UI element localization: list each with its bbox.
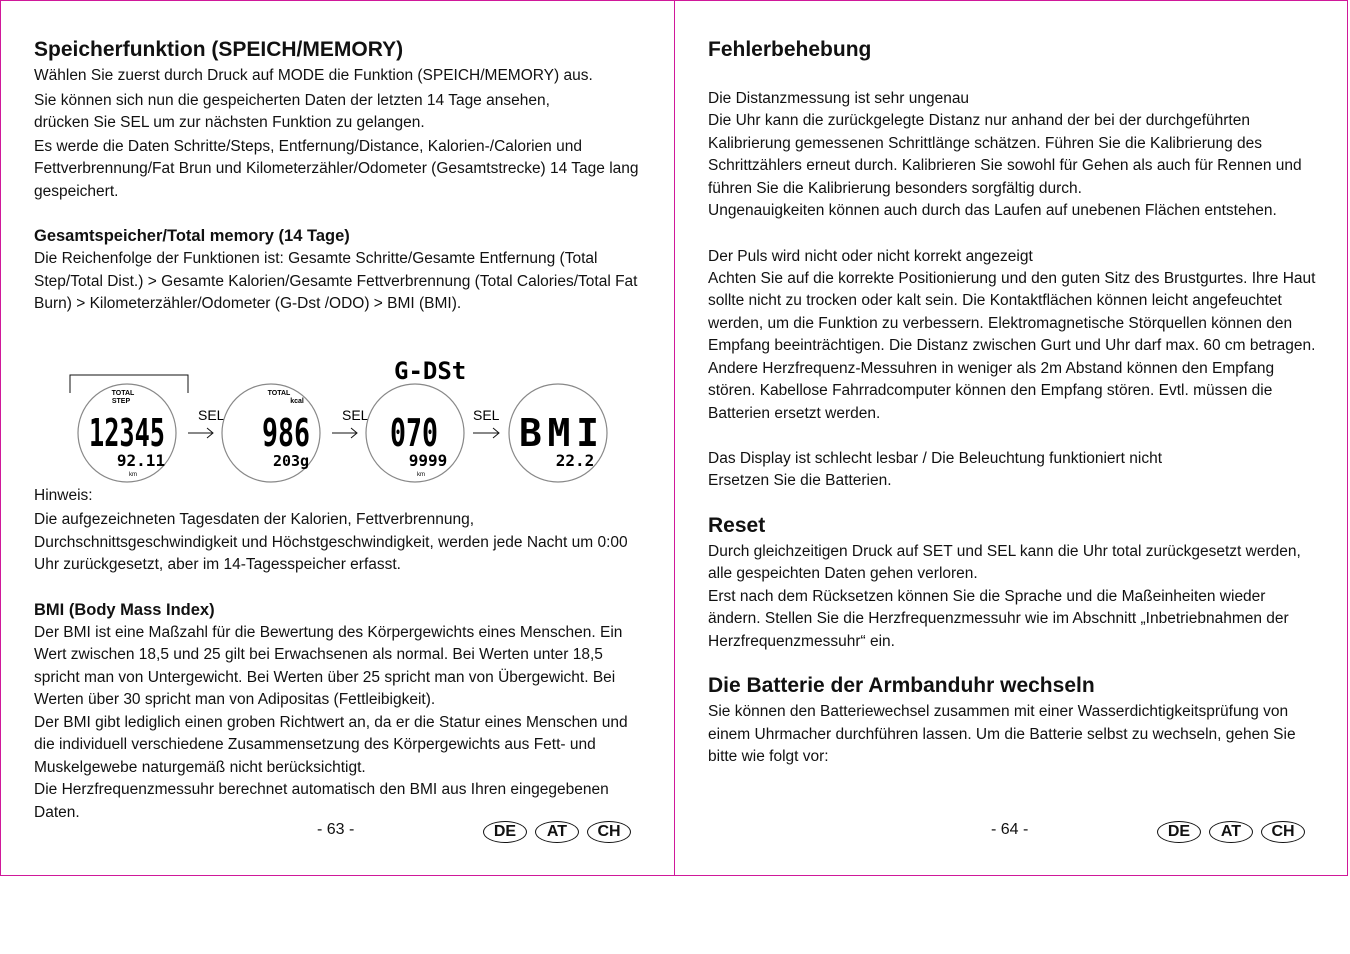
sel-label-3: SEL	[473, 407, 500, 423]
paragraph-batterie: Sie können den Batteriewechsel zusammen mit einer Wasserdichtigkeitsprüfung von einem Uhrmacher durchführen lassen. Um die Batterie selbst zu wechseln, gehen Sie bitte wie folgt vor:	[708, 703, 1296, 765]
page-left	[0, 0, 675, 876]
text: und	[952, 542, 987, 560]
paragraph-reset-1	[708, 541, 1320, 586]
arrow-1	[188, 428, 213, 438]
country-badges-right	[1157, 821, 1305, 843]
g-dst-label: G-DSt	[394, 357, 467, 385]
paragraph-reset-2: Erst nach dem Rücksetzen können Sie die Sprache und die Maßeinheiten wieder ändern. Stellen Sie die Herzfrequenzmessuhr wie im Abschnitt „Inbetriebnahmen der Herzfrequenzmessuhr“ ein.	[708, 587, 1289, 650]
paragraph-bmi-2: Der BMI gibt lediglich einen groben Richtwert an, da er die Statur eines Menschen und die individuell verschiedene Zusammensetzung des Körpergewichts aus Fett- und Muskelgewebe naturgemäß nicht berücksichtigt.	[34, 713, 628, 776]
badge-at: AT	[535, 821, 579, 843]
watch2-sub-value: 203g	[272, 452, 310, 470]
paragraph-puls: Achten Sie auf die korrekte Positionierung und den guten Sitz des Brustgurtes. Ihre Haut sollte nicht zu trocken oder kalt sein. Die Kontaktflächen können leicht angefeuchtet werden, um die Funktion zu verbessern. Elektromagnetische Störquellen können den Empfang beeinträchtigen. Die Distanz zwischen Gurt und Uhr darf max. 60 cm betragen. Andere Herzfrequenz-Messuhren in weniger als 2m Abstand können den Empfang stören. Kabellose Fahrradcomputer können den Empfang stören. Evtl. müssen die Batterien ersetzt werden.	[708, 269, 1316, 422]
text: drücken Sie	[34, 114, 121, 131]
watch2-kcal-label: kcal	[290, 398, 304, 405]
badge-ch: CH	[1261, 821, 1305, 843]
watch-display-odometer	[366, 384, 464, 482]
text: Wählen Sie zuerst durch Druck auf	[34, 67, 278, 84]
watch4-sub-value: 22.2	[555, 451, 595, 470]
heading-distanzmessung: Die Distanzmessung ist sehr ungenau	[708, 90, 970, 107]
paragraph-speicher-1	[34, 65, 646, 88]
watch-display-bmi	[509, 384, 607, 482]
paragraph-gesamtspeicher: Die Reichenfolge der Funktionen ist: Gesamte Schritte/Gesamte Entfernung (Total Step/Total Dist.) > Gesamte Kalorien/Gesamte Fettverbrennung (Total Calories/Total Fat Burn) > Kilometerzähler/Odometer (G-Dst /ODO) > BMI (BMI).	[34, 250, 638, 312]
paragraph-bmi-3: Die Herzfrequenzmessuhr berechnet automatisch den BMI aus Ihren eingegebenen Daten.	[34, 781, 609, 821]
heading-reset: Reset	[708, 513, 766, 537]
heading-bmi: BMI (Body Mass Index)	[34, 600, 215, 619]
watch2-total-label: TOTAL	[267, 390, 291, 397]
keyword-sel: SEL	[120, 114, 149, 131]
watch4-main-value: BMI	[519, 411, 599, 455]
arrow-2	[332, 428, 357, 438]
keyword-mode: MODE	[277, 67, 325, 84]
heading-fehlerbehebung: Fehlerbehebung	[708, 38, 872, 61]
paragraph-display: Ersetzen Sie die Batterien.	[708, 472, 892, 489]
heading-display: Das Display ist schlecht lesbar / Die Beleuchtung funktioniert nicht	[708, 450, 1163, 467]
sel-label-1: SEL	[198, 407, 225, 423]
paragraph-speicher-4: Es werde die Daten Schritte/Steps, Entfernung/Distance, Kalorien-/Calorien und Fettverbrennung/Fat Brun und Kilometerzähler/Odometer (Gesamtstrecke) 14 Tage lang gespeichert.	[34, 137, 639, 200]
country-badges-left	[483, 821, 631, 843]
paragraph-speicher-3	[34, 112, 646, 135]
badge-ch: CH	[587, 821, 631, 843]
page-number-64: - 64 -	[991, 821, 1029, 838]
watch-display-steps	[78, 384, 176, 482]
text: kann die Uhr total zurückgesetzt werden, alle gespeichten Daten gehen verloren.	[708, 542, 1301, 582]
right-content	[708, 37, 1320, 769]
watch1-total-label: TOTAL	[111, 390, 135, 397]
heading-batterie: Die Batterie der Armbanduhr wechseln	[708, 674, 1095, 697]
text: die Funktion (SPEICH/MEMORY) aus.	[324, 67, 593, 84]
watch-display-calories	[222, 384, 320, 482]
page-right	[674, 0, 1348, 876]
text: Durch gleichzeitigen Druck auf	[708, 542, 923, 560]
paragraph-speicher-2: Sie können sich nun die gespeicherten Daten der letzten 14 Tage ansehen,	[34, 91, 550, 109]
keyword-set: SET	[922, 542, 953, 560]
heading-speicherfunktion: Speicherfunktion (SPEICH/MEMORY)	[34, 38, 404, 61]
heading-puls: Der Puls wird nicht oder nicht korrekt angezeigt	[708, 247, 1033, 265]
sel-label-2: SEL	[342, 407, 369, 423]
watch1-sub-value: 92.11	[116, 451, 166, 470]
badge-de: DE	[483, 821, 527, 843]
paragraph-distanz-2: Ungenauigkeiten können auch durch das Laufen auf unebenen Flächen entstehen.	[708, 202, 1277, 219]
left-content-lower	[34, 484, 646, 824]
arrow-3	[473, 428, 499, 438]
page-number-63: - 63 -	[317, 821, 355, 838]
watch-sequence-figure	[57, 353, 617, 485]
watch3-unit: km	[417, 472, 425, 478]
watch3-sub-value: 9999	[408, 451, 448, 470]
badge-de: DE	[1157, 821, 1201, 843]
watch2-main-value: 986	[262, 411, 310, 455]
badge-at: AT	[1209, 821, 1253, 843]
watch1-step-label: STEP	[111, 398, 131, 405]
paragraph-hinweis: Die aufgezeichneten Tagesdaten der Kalorien, Fettverbrennung, Durchschnittsgeschwindigkeit und Höchstgeschwindigkeit, werden jede Nacht um 0:00 Uhr zurückgesetzt, aber im 14-Tagesspeicher erfasst.	[34, 511, 628, 573]
watch1-main-value: 12345	[89, 411, 165, 455]
paragraph-bmi-1: Der BMI ist eine Maßzahl für die Bewertung des Körpergewichts eines Menschen. Ein Wert zwischen 18,5 und 25 gilt bei Erwachsenen als normal. Bei Werten unter 18,5 spricht man von Untergewicht. Bei Werten über 25 spricht man von Übergewicht. Bei Werten über 30 spricht man von Adipositas (Fettleibigkeit).	[34, 623, 623, 708]
paragraph-distanz-1: Die Uhr kann die zurückgelegte Distanz nur anhand der bei der durchgeführten Kalibrierung gemessenen Schrittlänge schätzen. Führen Sie die Kalibrierung des Schrittzählers erneut durch. Kalibrieren Sie sowohl für Gehen als auch für Rennen und führen Sie die Kalibrierung besonders sorgfältig durch.	[708, 112, 1302, 197]
keyword-sel: SEL	[986, 542, 1016, 560]
watch1-unit: km	[129, 472, 137, 478]
heading-gesamtspeicher: Gesamtspeicher/Total memory (14 Tage)	[34, 227, 350, 245]
left-content	[34, 37, 646, 316]
heading-hinweis: Hinweis:	[34, 487, 93, 504]
text: um zur nächsten Funktion zu gelangen.	[148, 114, 425, 131]
watch3-main-value: 070	[390, 411, 438, 455]
